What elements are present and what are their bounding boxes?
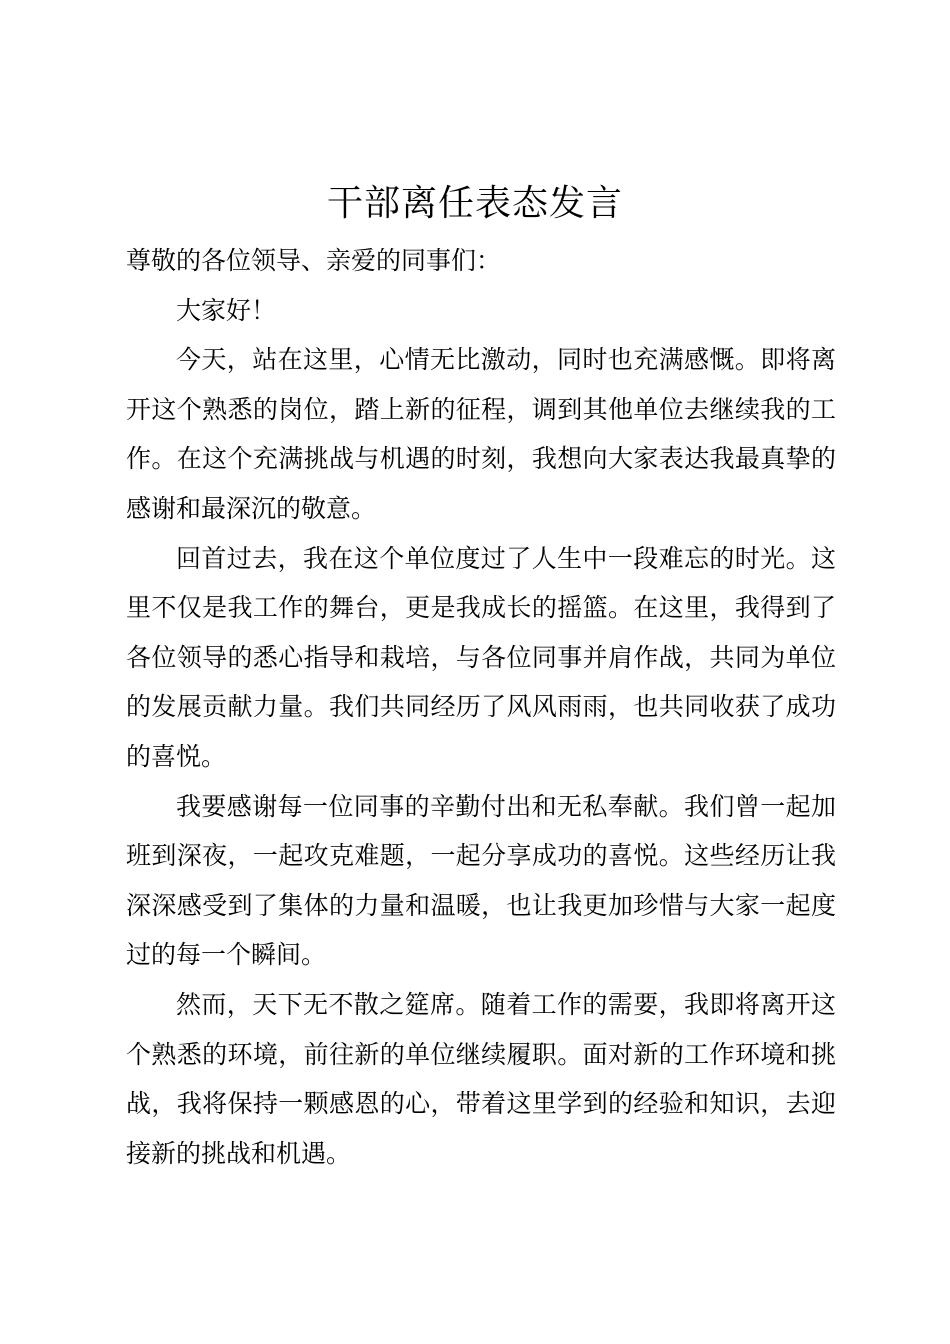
paragraph-3: 我要感谢每一位同事的辛勤付出和无私奉献。我们曾一起加班到深夜，一起攻克难题，一起分享成功的喜悦。这些经历让我深深感受到了集体的力量和温暖，也让我更加珍惜与大家一起度过的每一个瞬间。 [126, 791, 836, 970]
document-title: 干部离任表态发言 [326, 183, 623, 224]
paragraph-greeting: 大家好！ [176, 295, 277, 325]
paragraph-4: 然而，天下无不散之筵席。随着工作的需要，我即将离开这个熟悉的环境，前往新的单位继续履职。面对新的工作环境和挑战，我将保持一颗感恩的心，带着这里学到的经验和知识，去迎接新的挑战和机遇。 [126, 989, 836, 1168]
paragraph-2: 回首过去，我在这个单位度过了人生中一段难忘的时光。这里不仅是我工作的舞台，更是我成长的摇篮。在这里，我得到了各位领导的悉心指导和栽培，与各位同事并肩作战，共同为单位的发展贡献力量。我们共同经历了风风雨雨，也共同收获了成功的喜悦。 [126, 543, 836, 771]
document-body [126, 236, 836, 1178]
salutation: 尊敬的各位领导、亲爱的同事们： [126, 246, 502, 275]
paragraph-1: 今天，站在这里，心情无比激动，同时也充满感慨。即将离开这个熟悉的岗位，踏上新的征程，调到其他单位去继续我的工作。在这个充满挑战与机遇的时刻，我想向大家表达我最真挚的感谢和最深沉的敬意。 [126, 345, 836, 523]
